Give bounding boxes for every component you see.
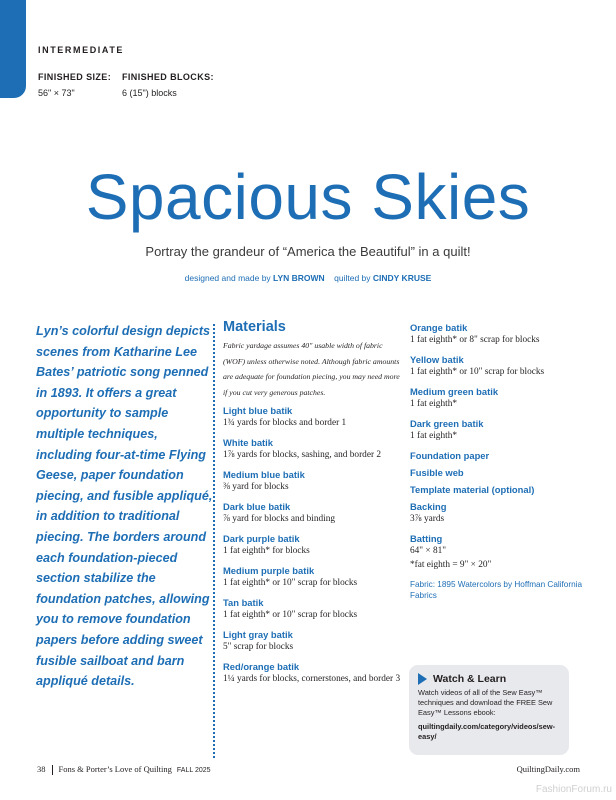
footer-separator	[52, 765, 53, 775]
material-name: Backing	[410, 501, 447, 512]
pattern-title: Spacious Skies	[85, 161, 531, 233]
material-item	[223, 501, 401, 525]
magazine-name: Fons & Porter’s Love of Quilting	[58, 764, 172, 774]
material-name: Light gray batik	[223, 629, 293, 641]
materials-note: Fabric yardage assumes 40" usable width of fabric (WOF) unless otherwise noted. Although fabric amounts are adequate for foundation piecing, you may need more if you cut very generous patches.	[223, 341, 400, 397]
material-name: Yellow batik	[410, 354, 464, 365]
intro-paragraph: Lyn’s colorful design depicts scenes from Katharine Lee Bates’ patriotic song penned in 1893. It offers a great opportunity to sample multiple techniques, including four-at-time Flying Geese, paper foundation piecing, and fusible appliqué, in addition to traditional piecing. The borders around each foundation-pieced section stabilize the foundation patches, allowing you to remove foundation papers before adding sweet fusible sailboat and barn appliqué details.	[36, 324, 213, 689]
play-icon	[418, 673, 427, 685]
material-desc: 1⅞ yards for blocks, sashing, and border 2	[223, 450, 382, 461]
quilter-name: CINDY KRUSE	[372, 273, 432, 283]
material-name: Medium purple batik	[223, 565, 315, 577]
material-name: White batik	[223, 437, 274, 449]
material-desc: 1 fat eighth* or 10" scrap for blocks	[410, 367, 545, 377]
skill-level: INTERMEDIATE	[38, 45, 125, 55]
supply-template-material: Template material (optional)	[410, 484, 535, 495]
watch-learn-text: Watch videos of all of the Sew Easy™ techniques and download the FREE Sew Easy™ Lessons ebook:	[418, 688, 553, 717]
material-item	[410, 533, 588, 557]
footer-site[interactable]: QuiltingDaily.com	[516, 764, 580, 774]
material-desc: 1 fat eighth*	[410, 431, 457, 441]
material-item	[223, 533, 401, 557]
material-desc: 3⅞ yards	[410, 514, 445, 524]
material-desc: 64" × 81"	[410, 546, 447, 556]
material-name: Dark green batik	[410, 418, 484, 429]
material-name: Batting	[410, 533, 443, 544]
finished-size-value: 56" × 73"	[38, 88, 75, 98]
watermark: FashionForum.ru	[535, 784, 612, 795]
pattern-subtitle: Portray the grandeur of “America the Beautiful” in a quilt!	[145, 244, 471, 259]
material-name: Dark purple batik	[223, 533, 300, 545]
fabric-credit: Fabric: 1895 Watercolors by Hoffman California Fabrics	[410, 580, 583, 600]
material-name: Orange batik	[410, 322, 468, 333]
material-item	[410, 322, 588, 346]
materials-list-1	[223, 405, 401, 685]
material-desc: 1 fat eighth* or 10" scrap for blocks	[223, 578, 358, 589]
material-desc: 1 fat eighth* or 8" scrap for blocks	[410, 335, 540, 345]
material-name: Light blue batik	[223, 405, 293, 417]
material-desc: ⅞ yard for blocks and binding	[223, 514, 336, 525]
designed-prefix: designed and made by	[184, 273, 271, 283]
material-item	[223, 469, 401, 493]
material-item	[223, 629, 401, 653]
level-tab-marker	[0, 0, 26, 98]
material-name: Dark blue batik	[223, 501, 291, 513]
material-name: Red/orange batik	[223, 661, 300, 673]
material-name: Medium blue batik	[223, 469, 305, 481]
material-item	[223, 597, 401, 621]
material-desc: 1 fat eighth* or 10" scrap for blocks	[223, 610, 358, 621]
material-name: Medium green batik	[410, 386, 499, 397]
material-desc: 1¼ yards for blocks, cornerstones, and border 3	[223, 674, 401, 685]
page-number: 38	[37, 764, 46, 774]
materials-column-2	[410, 322, 588, 601]
material-name: Tan batik	[223, 597, 264, 609]
finished-size-label: FINISHED SIZE:	[38, 72, 112, 82]
materials-column-1	[223, 319, 401, 693]
finished-blocks-label: FINISHED BLOCKS:	[122, 72, 214, 82]
material-item	[223, 565, 401, 589]
material-item	[410, 501, 588, 525]
material-item	[410, 354, 588, 378]
material-item	[410, 418, 588, 442]
footer-left	[37, 764, 211, 775]
designer-name: LYN BROWN	[273, 273, 325, 283]
material-item	[410, 386, 588, 410]
issue-season: FALL 2025	[176, 767, 211, 774]
watch-learn-link[interactable]: quiltingdaily.com/category/videos/sew-easy/	[418, 722, 556, 741]
pattern-credits	[0, 273, 616, 283]
material-desc: 1 fat eighth* for blocks	[223, 546, 310, 557]
supply-fusible-web: Fusible web	[410, 467, 464, 478]
materials-heading: Materials	[223, 319, 286, 335]
material-item	[223, 405, 401, 429]
material-desc: 5" scrap for blocks	[223, 642, 294, 653]
watch-learn-title-text: Watch & Learn	[433, 673, 507, 685]
watch-learn-title	[418, 673, 560, 685]
material-desc: 1 fat eighth*	[410, 399, 457, 409]
finished-blocks-value: 6 (15") blocks	[122, 88, 177, 98]
material-desc: 1¾ yards for blocks and border 1	[223, 418, 347, 429]
fat-eighth-note: *fat eighth = 9" × 20"	[410, 560, 492, 570]
material-item	[223, 437, 401, 461]
material-item	[223, 661, 401, 685]
material-desc: ⅜ yard for blocks	[223, 482, 289, 493]
watch-learn-box	[409, 665, 569, 755]
quilted-prefix: quilted by	[334, 273, 371, 283]
supply-foundation-paper: Foundation paper	[410, 450, 490, 461]
column-divider	[213, 324, 215, 758]
